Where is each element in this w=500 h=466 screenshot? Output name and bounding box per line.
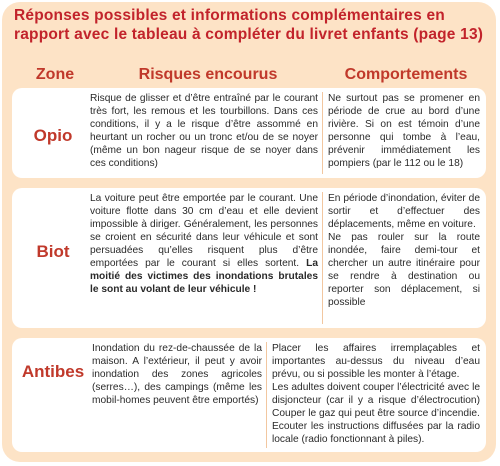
row-biot-risks-bold: La moitié des victimes des inondations brutales le sont au volant de leur véhicule !: [90, 258, 318, 295]
row-opio-divider: [322, 92, 323, 174]
row-biot-behaviors-1: En période d’inondation, éviter de sortir et d’effectuer des déplacements, même en voiture.: [328, 193, 480, 230]
row-antibes-behaviors-3: Ecouter les instructions diffusées par la radio locale (radio fonctionnant à piles).: [272, 421, 480, 445]
row-biot-divider: [322, 192, 323, 324]
header-behaviors: Comportements: [344, 66, 468, 83]
row-opio-behaviors: Ne surtout pas se promener en période de crue au bord d’une rivière. Si on est témoin d’une personne qui tombe à l’eau, prévenir immédiatement les pompiers (par le 112 ou le 18): [328, 93, 480, 169]
row-biot-risks: [90, 192, 318, 296]
row-antibes-risks: Inondation du rez-de-chaussée de la maison. A l’extérieur, il peut y avoir inondation des zones agricoles (serres…), des campings (même les mobil-homes peuvent être emportés): [92, 343, 262, 406]
row-antibes-behaviors: [272, 342, 480, 446]
row-biot-zone: Biot: [36, 242, 70, 261]
row-biot-behaviors-2: Ne pas rouler sur la route inondée, faire demi-tour et chercher un autre itinéraire pour se rendre à destination ou reporter son déplacement, si possible: [328, 232, 480, 308]
row-antibes-behaviors-1: Placer les affaires irremplaçables et importantes au-dessus du niveau d’eau prévu, ou si possible les monter à l’étage.: [272, 343, 480, 380]
row-opio-zone: Opio: [33, 126, 73, 145]
row-antibes-behaviors-2: Les adultes doivent couper l’électricité avec le disjoncteur (car il y a risque d’électrocution) Couper le gaz qui peut être source d’incendie.: [272, 382, 480, 419]
row-antibes-zone: Antibes: [21, 362, 85, 381]
page-title: Réponses possibles et informations complémentaires en rapport avec le tableau à compléter du livret enfants (page 13): [14, 7, 484, 43]
row-biot-behaviors: [328, 192, 480, 309]
row-biot-risks-text: La voiture peut être emportée par le courant. Une voiture flotte dans 30 cm d’eau et elle devient impossible à diriger. Généralement, les personnes se croient en sécurité dans leur véhicule et sont persuadées qu’elles risquent plus d’être emportées par le courant si elles sortent.: [90, 193, 318, 269]
header-risks: Risques encourus: [138, 66, 278, 83]
header-zone: Zone: [35, 66, 75, 83]
row-opio-risks: Risque de glisser et d’être entraîné par le courant très fort, les remous et les tourbillons. Dans ces conditions, il y a le risque d’être assommé en heurtant un rocher ou un tronc et/ou de se noyer (même un bon nageur risque de se noyer dans ces conditions): [90, 93, 318, 169]
row-antibes-divider: [266, 342, 267, 448]
